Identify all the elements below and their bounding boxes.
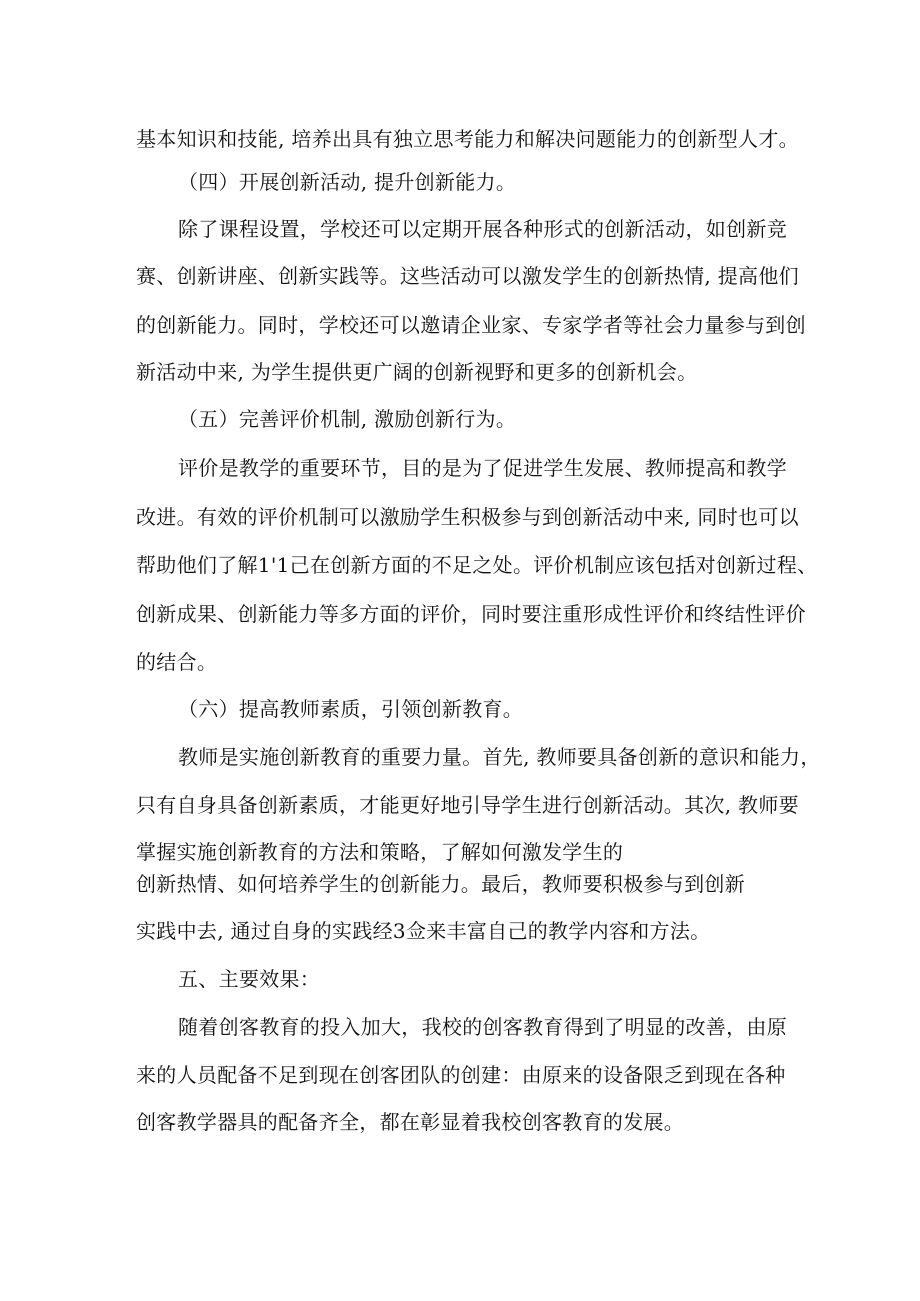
paragraph-line-16: 掌握实施创新教育的方法和策略，了解如何激发学生的: [136, 840, 624, 864]
paragraph-line-21: 来的人员配备不足到现在创客团队的创建：由原来的设备限乏到现在各种: [136, 1063, 786, 1087]
paragraph-line-18: 实践中去, 通过自身的实践经3佥来丰富自己的教学内容和方法。: [136, 919, 711, 943]
paragraph-line-3: 除了课程设置，学校还可以定期开展各种形式的创新活动，如创新竞: [178, 217, 787, 241]
paragraph-line-11: 创新成果、创新能力等多方面的评价，同时要注重形成性评价和终结性评价: [136, 602, 806, 626]
paragraph-line-6: 新活动中来, 为学生提供更广阔的创新视野和更多的创新机会。: [136, 360, 698, 384]
paragraph-line-14: 教师是实施创新教育的重要力量。首先, 教师要具备创新的意识和能力，: [178, 745, 821, 769]
section-heading-main-effects: 五、主要效果：: [178, 967, 321, 991]
paragraph-line-4: 赛、创新讲座、创新实践等。这些活动可以激发学生的创新热情, 提高他们: [136, 264, 799, 288]
paragraph-line-9: 改进。有效的评价机制可以激励学生积极参与到创新活动中来, 同时也可以: [136, 505, 799, 529]
paragraph-line-12: 的结合。: [136, 650, 218, 674]
paragraph-line-20: 随着创客教育的投入加大，我校的创客教育得到了明显的改善，由原: [178, 1015, 787, 1039]
paragraph-line-10: 帮助他们了解1'1己在创新方面的不足之处。评价机制应该包括对创新过程、: [136, 553, 818, 577]
paragraph-line-17: 创新热情、如何培养学生的创新能力。最后，教师要积极参与到创新: [136, 872, 745, 896]
paragraph-line-15: 只有自身具备创新素质，才能更好地引导学生进行创新活动。其次, 教师要: [136, 793, 799, 817]
paragraph-line-1: 基本知识和技能, 培养出具有独立思考能力和解决问题能力的创新型人才。: [136, 127, 799, 151]
paragraph-line-22: 创客教学器具的配备齐全，都在彰显着我校创客教育的发展。: [136, 1110, 685, 1134]
section-heading-4: （四）开展创新活动, 提升创新能力。: [178, 170, 517, 194]
section-heading-6: （六）提高教师素质，引领创新教育。: [178, 697, 524, 721]
paragraph-line-8: 评价是教学的重要环节，目的是为了促进学生发展、教师提高和教学: [178, 456, 787, 480]
paragraph-line-5: 的创新能力。同时，学校还可以邀请企业家、专家学者等社会力量参与到创: [136, 313, 806, 337]
section-heading-5: （五）完善评价机制, 激励创新行为。: [178, 407, 517, 431]
